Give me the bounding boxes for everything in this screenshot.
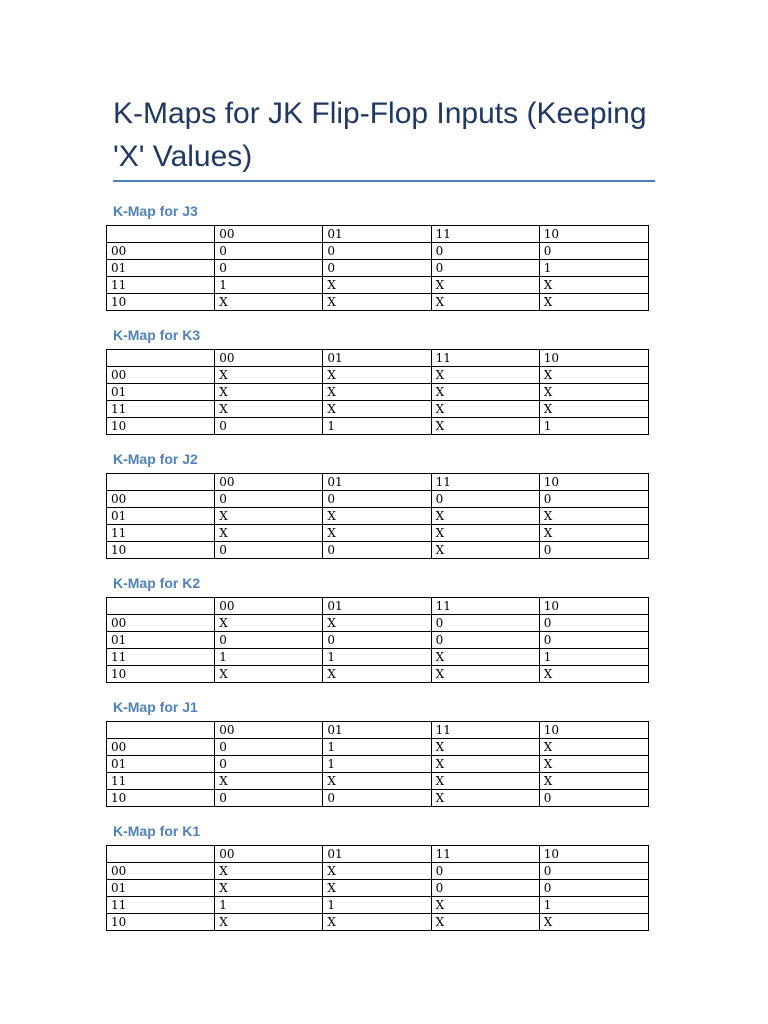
kmap-cell: 0	[431, 632, 539, 649]
kmap-cell: 0	[539, 491, 648, 508]
kmap-col-header-01: 01	[323, 846, 431, 863]
kmap-row-header: 10	[107, 542, 215, 559]
kmap-row	[107, 773, 649, 790]
kmap-row-header: 00	[107, 615, 215, 632]
kmap-cell: 0	[431, 491, 539, 508]
kmap-row	[107, 632, 649, 649]
kmap-row-header: 01	[107, 384, 215, 401]
kmap-corner-cell	[107, 722, 215, 739]
kmap-col-header-01: 01	[323, 474, 431, 491]
kmap-cell: X	[539, 508, 648, 525]
kmap-section	[106, 449, 649, 559]
kmap-cell: 0	[539, 790, 648, 807]
kmap-cell: 1	[323, 756, 431, 773]
kmap-cell: X	[539, 294, 648, 311]
kmap-row	[107, 243, 649, 260]
kmap-col-header-00: 00	[215, 598, 323, 615]
kmap-row	[107, 863, 649, 880]
kmap-cell: X	[323, 525, 431, 542]
kmap-cell: X	[431, 384, 539, 401]
kmap-table	[106, 349, 649, 435]
kmap-cell: 0	[323, 243, 431, 260]
kmap-row	[107, 739, 649, 756]
kmap-cell: 0	[215, 542, 323, 559]
kmap-cell: 0	[215, 756, 323, 773]
kmap-row-header: 01	[107, 508, 215, 525]
kmap-cell: X	[323, 508, 431, 525]
kmap-cell: X	[323, 294, 431, 311]
kmap-col-header-00: 00	[215, 846, 323, 863]
kmap-col-header-10: 10	[539, 598, 648, 615]
kmap-row-header: 10	[107, 914, 215, 931]
kmap-header-row	[107, 722, 649, 739]
kmap-cell: 0	[539, 542, 648, 559]
kmap-cell: X	[323, 863, 431, 880]
kmap-section	[106, 573, 649, 683]
kmap-cell: X	[215, 880, 323, 897]
kmap-cell: 0	[323, 491, 431, 508]
kmap-header-row	[107, 350, 649, 367]
kmap-cell: X	[431, 508, 539, 525]
kmap-row-header: 11	[107, 773, 215, 790]
kmap-cell: 0	[215, 632, 323, 649]
kmap-row-header: 00	[107, 243, 215, 260]
kmap-col-header-01: 01	[323, 226, 431, 243]
kmap-cell: 0	[215, 790, 323, 807]
kmap-row	[107, 666, 649, 683]
kmap-cell: 0	[539, 243, 648, 260]
kmap-col-header-11: 11	[431, 598, 539, 615]
kmap-row-header: 00	[107, 491, 215, 508]
kmap-section	[106, 697, 649, 807]
kmap-cell: 1	[539, 418, 648, 435]
kmap-cell: X	[431, 294, 539, 311]
kmap-cell: 0	[215, 260, 323, 277]
kmap-cell: 0	[431, 243, 539, 260]
kmap-row-header: 11	[107, 649, 215, 666]
kmap-row-header: 00	[107, 863, 215, 880]
kmap-col-header-00: 00	[215, 722, 323, 739]
kmap-cell: 0	[215, 418, 323, 435]
kmap-table	[106, 721, 649, 807]
kmap-table	[106, 473, 649, 559]
kmap-cell: X	[431, 542, 539, 559]
kmap-cell: X	[323, 401, 431, 418]
kmap-row	[107, 756, 649, 773]
kmap-row	[107, 508, 649, 525]
kmap-cell: 0	[431, 260, 539, 277]
kmap-col-header-00: 00	[215, 350, 323, 367]
kmap-row-header: 11	[107, 401, 215, 418]
kmap-col-header-10: 10	[539, 226, 648, 243]
kmap-row	[107, 367, 649, 384]
kmap-section	[106, 821, 649, 931]
kmap-cell: 0	[539, 880, 648, 897]
kmap-cell: X	[539, 277, 648, 294]
kmap-row-header: 10	[107, 418, 215, 435]
kmap-cell: X	[431, 367, 539, 384]
kmap-col-header-11: 11	[431, 722, 539, 739]
kmap-cell: X	[539, 756, 648, 773]
kmap-row	[107, 615, 649, 632]
kmap-row-header: 00	[107, 739, 215, 756]
kmap-corner-cell	[107, 474, 215, 491]
kmap-cell: X	[215, 367, 323, 384]
kmap-cell: X	[431, 649, 539, 666]
kmap-cell: 1	[539, 649, 648, 666]
kmap-row	[107, 294, 649, 311]
kmap-corner-cell	[107, 846, 215, 863]
kmap-cell: X	[323, 666, 431, 683]
kmap-cell: X	[539, 525, 648, 542]
kmap-cell: X	[215, 384, 323, 401]
kmap-cell: X	[215, 666, 323, 683]
kmap-col-header-01: 01	[323, 722, 431, 739]
kmap-cell: X	[539, 384, 648, 401]
kmap-cell: 0	[323, 542, 431, 559]
kmap-col-header-10: 10	[539, 350, 648, 367]
page-title: K-Maps for JK Flip-Flop Inputs (Keeping 'X' Values)	[113, 97, 647, 173]
kmap-row	[107, 401, 649, 418]
kmap-cell: 1	[539, 260, 648, 277]
kmap-row	[107, 418, 649, 435]
kmap-heading: K-Map for J1	[113, 699, 198, 715]
kmap-cell: X	[215, 863, 323, 880]
kmap-cell: X	[323, 914, 431, 931]
kmap-row	[107, 897, 649, 914]
kmap-cell: X	[215, 401, 323, 418]
kmap-cell: 0	[539, 615, 648, 632]
kmap-cell: X	[323, 615, 431, 632]
kmap-cell: X	[215, 773, 323, 790]
kmap-cell: X	[323, 367, 431, 384]
kmap-cell: X	[539, 367, 648, 384]
kmap-cell: 0	[323, 260, 431, 277]
kmap-row	[107, 491, 649, 508]
kmap-cell: 1	[215, 649, 323, 666]
kmap-col-header-10: 10	[539, 722, 648, 739]
kmap-col-header-11: 11	[431, 226, 539, 243]
kmap-row-header: 11	[107, 897, 215, 914]
kmap-cell: X	[323, 880, 431, 897]
kmap-row-header: 10	[107, 294, 215, 311]
kmap-cell: X	[323, 277, 431, 294]
kmap-col-header-00: 00	[215, 474, 323, 491]
kmap-cell: X	[323, 773, 431, 790]
title-divider	[113, 180, 655, 182]
kmap-cell: 1	[323, 418, 431, 435]
kmap-col-header-11: 11	[431, 846, 539, 863]
kmap-row	[107, 525, 649, 542]
kmap-col-header-01: 01	[323, 350, 431, 367]
kmap-row	[107, 542, 649, 559]
kmap-cell: 0	[539, 632, 648, 649]
kmap-cell: X	[539, 666, 648, 683]
kmap-corner-cell	[107, 598, 215, 615]
kmap-header-row	[107, 474, 649, 491]
kmap-cell: X	[323, 384, 431, 401]
kmap-cell: 0	[431, 880, 539, 897]
kmap-cell: 1	[323, 897, 431, 914]
kmap-cell: X	[215, 508, 323, 525]
kmap-cell: X	[215, 914, 323, 931]
kmap-row-header: 10	[107, 790, 215, 807]
kmap-cell: 0	[323, 790, 431, 807]
kmap-cell: 0	[539, 863, 648, 880]
kmap-row	[107, 260, 649, 277]
kmap-row	[107, 649, 649, 666]
kmap-cell: X	[431, 790, 539, 807]
kmap-heading: K-Map for K2	[113, 575, 201, 591]
kmap-cell: 1	[215, 277, 323, 294]
kmap-col-header-10: 10	[539, 474, 648, 491]
kmap-col-header-01: 01	[323, 598, 431, 615]
kmap-cell: 0	[323, 632, 431, 649]
kmap-cell: 1	[323, 649, 431, 666]
kmap-cell: 1	[539, 897, 648, 914]
kmap-table	[106, 845, 649, 931]
kmap-col-header-10: 10	[539, 846, 648, 863]
kmap-cell: X	[431, 897, 539, 914]
kmap-cell: X	[431, 914, 539, 931]
kmap-heading: K-Map for K3	[113, 327, 201, 343]
kmap-table	[106, 225, 649, 311]
kmap-cell: 1	[323, 739, 431, 756]
kmap-cell: 0	[431, 863, 539, 880]
kmap-heading: K-Map for J3	[113, 203, 198, 219]
kmap-cell: 1	[215, 897, 323, 914]
kmap-cell: 0	[215, 491, 323, 508]
kmap-row-header: 01	[107, 880, 215, 897]
kmap-cell: X	[431, 739, 539, 756]
kmap-row-header: 10	[107, 666, 215, 683]
kmap-cell: X	[431, 418, 539, 435]
kmap-row-header: 01	[107, 260, 215, 277]
kmap-cell: 0	[431, 615, 539, 632]
kmap-row	[107, 790, 649, 807]
kmap-cell: X	[539, 773, 648, 790]
kmap-row	[107, 384, 649, 401]
kmap-cell: X	[431, 756, 539, 773]
kmap-header-row	[107, 846, 649, 863]
kmap-corner-cell	[107, 350, 215, 367]
kmap-col-header-11: 11	[431, 350, 539, 367]
kmap-heading: K-Map for J2	[113, 451, 198, 467]
kmap-cell: X	[539, 739, 648, 756]
kmap-section	[106, 325, 649, 435]
kmap-cell: X	[539, 914, 648, 931]
kmap-header-row	[107, 226, 649, 243]
kmap-section	[106, 201, 649, 311]
kmap-table	[106, 597, 649, 683]
kmap-row	[107, 914, 649, 931]
kmap-heading: K-Map for K1	[113, 823, 201, 839]
kmap-cell: X	[215, 294, 323, 311]
kmap-row-header: 11	[107, 277, 215, 294]
kmap-cell: X	[215, 525, 323, 542]
kmap-col-header-00: 00	[215, 226, 323, 243]
kmap-col-header-11: 11	[431, 474, 539, 491]
kmap-cell: 0	[215, 243, 323, 260]
kmap-cell: X	[431, 773, 539, 790]
kmap-row	[107, 277, 649, 294]
kmap-corner-cell	[107, 226, 215, 243]
kmap-row-header: 01	[107, 632, 215, 649]
kmap-cell: 0	[215, 739, 323, 756]
kmap-cell: X	[431, 666, 539, 683]
kmap-cell: X	[431, 525, 539, 542]
kmap-header-row	[107, 598, 649, 615]
kmap-cell: X	[215, 615, 323, 632]
kmap-row	[107, 880, 649, 897]
kmap-cell: X	[539, 401, 648, 418]
kmap-row-header: 01	[107, 756, 215, 773]
kmap-row-header: 11	[107, 525, 215, 542]
kmap-cell: X	[431, 277, 539, 294]
kmap-cell: X	[431, 401, 539, 418]
kmap-row-header: 00	[107, 367, 215, 384]
